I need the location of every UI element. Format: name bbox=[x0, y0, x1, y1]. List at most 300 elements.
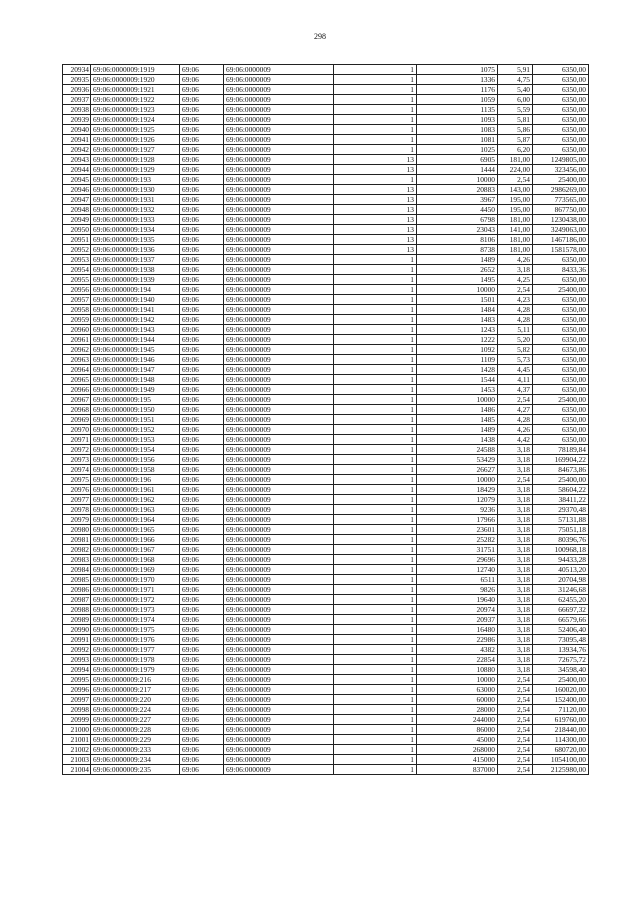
district-code-cell: 69:06 bbox=[180, 275, 224, 285]
cadastral-value-cell: 1249805,00 bbox=[533, 155, 589, 165]
group-cell: 1 bbox=[334, 715, 417, 725]
cadastral-number-cell: 69:06:0000009:195 bbox=[91, 395, 180, 405]
row-number-cell: 20974 bbox=[63, 465, 91, 475]
row-number-cell: 20965 bbox=[63, 375, 91, 385]
cadastral-number-cell: 69:06:0000009:1953 bbox=[91, 435, 180, 445]
specific-value-cell: 2,54 bbox=[498, 755, 533, 765]
quarter-number-cell: 69:06:0000009 bbox=[224, 405, 334, 415]
district-code-cell: 69:06 bbox=[180, 355, 224, 365]
cadastral-number-cell: 69:06:0000009:1939 bbox=[91, 275, 180, 285]
area-cell: 1092 bbox=[417, 345, 498, 355]
row-number-cell: 20987 bbox=[63, 595, 91, 605]
quarter-number-cell: 69:06:0000009 bbox=[224, 295, 334, 305]
area-cell: 1489 bbox=[417, 425, 498, 435]
quarter-number-cell: 69:06:0000009 bbox=[224, 505, 334, 515]
cadastral-value-cell: 25400,00 bbox=[533, 285, 589, 295]
district-code-cell: 69:06 bbox=[180, 755, 224, 765]
row-number-cell: 20970 bbox=[63, 425, 91, 435]
area-cell: 8106 bbox=[417, 235, 498, 245]
row-number-cell: 20942 bbox=[63, 145, 91, 155]
district-code-cell: 69:06 bbox=[180, 555, 224, 565]
specific-value-cell: 3,18 bbox=[498, 515, 533, 525]
table-row bbox=[63, 485, 589, 495]
group-cell: 1 bbox=[334, 705, 417, 715]
quarter-number-cell: 69:06:0000009 bbox=[224, 185, 334, 195]
specific-value-cell: 4,26 bbox=[498, 425, 533, 435]
area-cell: 10000 bbox=[417, 675, 498, 685]
table-row bbox=[63, 225, 589, 235]
cadastral-value-cell: 6350,00 bbox=[533, 65, 589, 75]
group-cell: 1 bbox=[334, 695, 417, 705]
row-number-cell: 20972 bbox=[63, 445, 91, 455]
row-number-cell: 20950 bbox=[63, 225, 91, 235]
area-cell: 1483 bbox=[417, 315, 498, 325]
group-cell: 1 bbox=[334, 305, 417, 315]
district-code-cell: 69:06 bbox=[180, 625, 224, 635]
specific-value-cell: 4,25 bbox=[498, 275, 533, 285]
area-cell: 10000 bbox=[417, 475, 498, 485]
area-cell: 6798 bbox=[417, 215, 498, 225]
area-cell: 22854 bbox=[417, 655, 498, 665]
table-row bbox=[63, 675, 589, 685]
row-number-cell: 20934 bbox=[63, 65, 91, 75]
area-cell: 23601 bbox=[417, 525, 498, 535]
cadastral-value-cell: 62455,20 bbox=[533, 595, 589, 605]
district-code-cell: 69:06 bbox=[180, 485, 224, 495]
district-code-cell: 69:06 bbox=[180, 235, 224, 245]
table-row bbox=[63, 175, 589, 185]
specific-value-cell: 141,00 bbox=[498, 225, 533, 235]
district-code-cell: 69:06 bbox=[180, 155, 224, 165]
quarter-number-cell: 69:06:0000009 bbox=[224, 315, 334, 325]
cadastral-number-cell: 69:06:0000009:228 bbox=[91, 725, 180, 735]
specific-value-cell: 2,54 bbox=[498, 725, 533, 735]
quarter-number-cell: 69:06:0000009 bbox=[224, 255, 334, 265]
cadastral-value-cell: 1581578,00 bbox=[533, 245, 589, 255]
specific-value-cell: 3,18 bbox=[498, 445, 533, 455]
cadastral-number-cell: 69:06:0000009:1940 bbox=[91, 295, 180, 305]
district-code-cell: 69:06 bbox=[180, 95, 224, 105]
cadastral-number-cell: 69:06:0000009:1929 bbox=[91, 165, 180, 175]
area-cell: 1025 bbox=[417, 145, 498, 155]
cadastral-number-cell: 69:06:0000009:1933 bbox=[91, 215, 180, 225]
quarter-number-cell: 69:06:0000009 bbox=[224, 585, 334, 595]
district-code-cell: 69:06 bbox=[180, 315, 224, 325]
cadastral-number-cell: 69:06:0000009:1934 bbox=[91, 225, 180, 235]
cadastral-number-cell: 69:06:0000009:220 bbox=[91, 695, 180, 705]
table-row bbox=[63, 435, 589, 445]
quarter-number-cell: 69:06:0000009 bbox=[224, 705, 334, 715]
quarter-number-cell: 69:06:0000009 bbox=[224, 475, 334, 485]
row-number-cell: 20935 bbox=[63, 75, 91, 85]
district-code-cell: 69:06 bbox=[180, 495, 224, 505]
cadastral-number-cell: 69:06:0000009:1947 bbox=[91, 365, 180, 375]
quarter-number-cell: 69:06:0000009 bbox=[224, 565, 334, 575]
district-code-cell: 69:06 bbox=[180, 705, 224, 715]
district-code-cell: 69:06 bbox=[180, 615, 224, 625]
district-code-cell: 69:06 bbox=[180, 685, 224, 695]
cadastral-number-cell: 69:06:0000009:1952 bbox=[91, 425, 180, 435]
area-cell: 10000 bbox=[417, 175, 498, 185]
table-row bbox=[63, 535, 589, 545]
cadastral-number-cell: 69:06:0000009:1931 bbox=[91, 195, 180, 205]
cadastral-number-cell: 69:06:0000009:1921 bbox=[91, 85, 180, 95]
group-cell: 1 bbox=[334, 645, 417, 655]
group-cell: 13 bbox=[334, 195, 417, 205]
cadastral-number-cell: 69:06:0000009:1978 bbox=[91, 655, 180, 665]
cadastral-number-cell: 69:06:0000009:1977 bbox=[91, 645, 180, 655]
quarter-number-cell: 69:06:0000009 bbox=[224, 435, 334, 445]
district-code-cell: 69:06 bbox=[180, 605, 224, 615]
cadastral-value-cell: 6350,00 bbox=[533, 295, 589, 305]
group-cell: 1 bbox=[334, 505, 417, 515]
quarter-number-cell: 69:06:0000009 bbox=[224, 235, 334, 245]
quarter-number-cell: 69:06:0000009 bbox=[224, 275, 334, 285]
quarter-number-cell: 69:06:0000009 bbox=[224, 725, 334, 735]
row-number-cell: 20962 bbox=[63, 345, 91, 355]
table-row bbox=[63, 85, 589, 95]
row-number-cell: 20943 bbox=[63, 155, 91, 165]
area-cell: 23043 bbox=[417, 225, 498, 235]
specific-value-cell: 4,27 bbox=[498, 405, 533, 415]
table-row bbox=[63, 395, 589, 405]
group-cell: 1 bbox=[334, 685, 417, 695]
cadastral-value-cell: 40513,20 bbox=[533, 565, 589, 575]
quarter-number-cell: 69:06:0000009 bbox=[224, 745, 334, 755]
specific-value-cell: 195,00 bbox=[498, 205, 533, 215]
group-cell: 1 bbox=[334, 415, 417, 425]
cadastral-value-cell: 6350,00 bbox=[533, 105, 589, 115]
quarter-number-cell: 69:06:0000009 bbox=[224, 365, 334, 375]
quarter-number-cell: 69:06:0000009 bbox=[224, 335, 334, 345]
cadastral-number-cell: 69:06:0000009:1961 bbox=[91, 485, 180, 495]
cadastral-value-cell: 160020,00 bbox=[533, 685, 589, 695]
district-code-cell: 69:06 bbox=[180, 395, 224, 405]
district-code-cell: 69:06 bbox=[180, 165, 224, 175]
area-cell: 1176 bbox=[417, 85, 498, 95]
cadastral-number-cell: 69:06:0000009:1958 bbox=[91, 465, 180, 475]
area-cell: 26627 bbox=[417, 465, 498, 475]
cadastral-value-cell: 72675,72 bbox=[533, 655, 589, 665]
area-cell: 1453 bbox=[417, 385, 498, 395]
district-code-cell: 69:06 bbox=[180, 535, 224, 545]
district-code-cell: 69:06 bbox=[180, 145, 224, 155]
cadastral-number-cell: 69:06:0000009:1962 bbox=[91, 495, 180, 505]
specific-value-cell: 4,28 bbox=[498, 305, 533, 315]
area-cell: 1485 bbox=[417, 415, 498, 425]
table-row bbox=[63, 665, 589, 675]
row-number-cell: 20988 bbox=[63, 605, 91, 615]
district-code-cell: 69:06 bbox=[180, 295, 224, 305]
cadastral-value-cell: 323456,00 bbox=[533, 165, 589, 175]
specific-value-cell: 143,00 bbox=[498, 185, 533, 195]
specific-value-cell: 2,54 bbox=[498, 705, 533, 715]
district-code-cell: 69:06 bbox=[180, 125, 224, 135]
quarter-number-cell: 69:06:0000009 bbox=[224, 605, 334, 615]
row-number-cell: 21001 bbox=[63, 735, 91, 745]
row-number-cell: 20984 bbox=[63, 565, 91, 575]
area-cell: 16480 bbox=[417, 625, 498, 635]
district-code-cell: 69:06 bbox=[180, 565, 224, 575]
table-body bbox=[63, 65, 589, 775]
table-row bbox=[63, 655, 589, 665]
group-cell: 1 bbox=[334, 745, 417, 755]
quarter-number-cell: 69:06:0000009 bbox=[224, 215, 334, 225]
quarter-number-cell: 69:06:0000009 bbox=[224, 675, 334, 685]
area-cell: 9826 bbox=[417, 585, 498, 595]
cadastral-number-cell: 69:06:0000009:1946 bbox=[91, 355, 180, 365]
district-code-cell: 69:06 bbox=[180, 505, 224, 515]
cadastral-value-table bbox=[62, 64, 589, 775]
group-cell: 1 bbox=[334, 385, 417, 395]
quarter-number-cell: 69:06:0000009 bbox=[224, 125, 334, 135]
area-cell: 31751 bbox=[417, 545, 498, 555]
cadastral-number-cell: 69:06:0000009:1966 bbox=[91, 535, 180, 545]
district-code-cell: 69:06 bbox=[180, 425, 224, 435]
group-cell: 1 bbox=[334, 675, 417, 685]
table-row bbox=[63, 115, 589, 125]
specific-value-cell: 3,18 bbox=[498, 485, 533, 495]
group-cell: 1 bbox=[334, 265, 417, 275]
cadastral-number-cell: 69:06:0000009:1945 bbox=[91, 345, 180, 355]
group-cell: 1 bbox=[334, 145, 417, 155]
area-cell: 12079 bbox=[417, 495, 498, 505]
quarter-number-cell: 69:06:0000009 bbox=[224, 415, 334, 425]
district-code-cell: 69:06 bbox=[180, 515, 224, 525]
quarter-number-cell: 69:06:0000009 bbox=[224, 245, 334, 255]
table-row bbox=[63, 415, 589, 425]
cadastral-value-cell: 57131,88 bbox=[533, 515, 589, 525]
row-number-cell: 20946 bbox=[63, 185, 91, 195]
cadastral-number-cell: 69:06:0000009:235 bbox=[91, 765, 180, 775]
cadastral-number-cell: 69:06:0000009:1954 bbox=[91, 445, 180, 455]
quarter-number-cell: 69:06:0000009 bbox=[224, 595, 334, 605]
group-cell: 1 bbox=[334, 615, 417, 625]
cadastral-number-cell: 69:06:0000009:1949 bbox=[91, 385, 180, 395]
group-cell: 1 bbox=[334, 75, 417, 85]
cadastral-value-cell: 29370,48 bbox=[533, 505, 589, 515]
specific-value-cell: 4,45 bbox=[498, 365, 533, 375]
row-number-cell: 20983 bbox=[63, 555, 91, 565]
cadastral-number-cell: 69:06:0000009:1920 bbox=[91, 75, 180, 85]
group-cell: 13 bbox=[334, 235, 417, 245]
table-row bbox=[63, 215, 589, 225]
specific-value-cell: 2,54 bbox=[498, 715, 533, 725]
quarter-number-cell: 69:06:0000009 bbox=[224, 165, 334, 175]
quarter-number-cell: 69:06:0000009 bbox=[224, 545, 334, 555]
specific-value-cell: 4,75 bbox=[498, 75, 533, 85]
row-number-cell: 20955 bbox=[63, 275, 91, 285]
table-row bbox=[63, 65, 589, 75]
table-row bbox=[63, 585, 589, 595]
area-cell: 1336 bbox=[417, 75, 498, 85]
row-number-cell: 20996 bbox=[63, 685, 91, 695]
district-code-cell: 69:06 bbox=[180, 675, 224, 685]
cadastral-value-cell: 6350,00 bbox=[533, 75, 589, 85]
group-cell: 1 bbox=[334, 565, 417, 575]
specific-value-cell: 3,18 bbox=[498, 635, 533, 645]
cadastral-number-cell: 69:06:0000009:194 bbox=[91, 285, 180, 295]
cadastral-number-cell: 69:06:0000009:1971 bbox=[91, 585, 180, 595]
quarter-number-cell: 69:06:0000009 bbox=[224, 425, 334, 435]
district-code-cell: 69:06 bbox=[180, 765, 224, 775]
cadastral-value-cell: 78189,84 bbox=[533, 445, 589, 455]
specific-value-cell: 181,00 bbox=[498, 155, 533, 165]
table-row bbox=[63, 705, 589, 715]
specific-value-cell: 3,18 bbox=[498, 535, 533, 545]
quarter-number-cell: 69:06:0000009 bbox=[224, 755, 334, 765]
district-code-cell: 69:06 bbox=[180, 665, 224, 675]
table-row bbox=[63, 625, 589, 635]
cadastral-value-cell: 84673,86 bbox=[533, 465, 589, 475]
cadastral-value-cell: 8433,36 bbox=[533, 265, 589, 275]
quarter-number-cell: 69:06:0000009 bbox=[224, 465, 334, 475]
cadastral-value-cell: 169904,22 bbox=[533, 455, 589, 465]
area-cell: 22986 bbox=[417, 635, 498, 645]
quarter-number-cell: 69:06:0000009 bbox=[224, 175, 334, 185]
group-cell: 1 bbox=[334, 65, 417, 75]
group-cell: 13 bbox=[334, 165, 417, 175]
row-number-cell: 20948 bbox=[63, 205, 91, 215]
cadastral-value-cell: 1054100,00 bbox=[533, 755, 589, 765]
group-cell: 13 bbox=[334, 155, 417, 165]
group-cell: 13 bbox=[334, 215, 417, 225]
group-cell: 1 bbox=[334, 595, 417, 605]
specific-value-cell: 2,54 bbox=[498, 395, 533, 405]
specific-value-cell: 5,87 bbox=[498, 135, 533, 145]
row-number-cell: 20973 bbox=[63, 455, 91, 465]
row-number-cell: 21004 bbox=[63, 765, 91, 775]
cadastral-number-cell: 69:06:0000009:1968 bbox=[91, 555, 180, 565]
area-cell: 1135 bbox=[417, 105, 498, 115]
quarter-number-cell: 69:06:0000009 bbox=[224, 395, 334, 405]
table-row bbox=[63, 455, 589, 465]
cadastral-value-cell: 3249063,00 bbox=[533, 225, 589, 235]
specific-value-cell: 3,18 bbox=[498, 545, 533, 555]
area-cell: 415000 bbox=[417, 755, 498, 765]
district-code-cell: 69:06 bbox=[180, 105, 224, 115]
quarter-number-cell: 69:06:0000009 bbox=[224, 115, 334, 125]
area-cell: 53429 bbox=[417, 455, 498, 465]
cadastral-value-cell: 619760,00 bbox=[533, 715, 589, 725]
area-cell: 12740 bbox=[417, 565, 498, 575]
specific-value-cell: 2,54 bbox=[498, 285, 533, 295]
table-row bbox=[63, 735, 589, 745]
specific-value-cell: 3,18 bbox=[498, 585, 533, 595]
cadastral-number-cell: 69:06:0000009:1975 bbox=[91, 625, 180, 635]
quarter-number-cell: 69:06:0000009 bbox=[224, 635, 334, 645]
group-cell: 1 bbox=[334, 435, 417, 445]
quarter-number-cell: 69:06:0000009 bbox=[224, 135, 334, 145]
cadastral-value-cell: 25400,00 bbox=[533, 175, 589, 185]
row-number-cell: 20937 bbox=[63, 95, 91, 105]
area-cell: 1501 bbox=[417, 295, 498, 305]
quarter-number-cell: 69:06:0000009 bbox=[224, 95, 334, 105]
group-cell: 1 bbox=[334, 125, 417, 135]
row-number-cell: 20997 bbox=[63, 695, 91, 705]
row-number-cell: 20999 bbox=[63, 715, 91, 725]
area-cell: 19640 bbox=[417, 595, 498, 605]
district-code-cell: 69:06 bbox=[180, 65, 224, 75]
cadastral-number-cell: 69:06:0000009:217 bbox=[91, 685, 180, 695]
cadastral-value-cell: 773565,00 bbox=[533, 195, 589, 205]
specific-value-cell: 181,00 bbox=[498, 245, 533, 255]
row-number-cell: 20947 bbox=[63, 195, 91, 205]
cadastral-value-cell: 66579,66 bbox=[533, 615, 589, 625]
district-code-cell: 69:06 bbox=[180, 725, 224, 735]
cadastral-number-cell: 69:06:0000009:234 bbox=[91, 755, 180, 765]
group-cell: 1 bbox=[334, 345, 417, 355]
cadastral-value-cell: 80396,76 bbox=[533, 535, 589, 545]
specific-value-cell: 5,82 bbox=[498, 345, 533, 355]
cadastral-number-cell: 69:06:0000009:1928 bbox=[91, 155, 180, 165]
table-row bbox=[63, 725, 589, 735]
row-number-cell: 20960 bbox=[63, 325, 91, 335]
table-row bbox=[63, 525, 589, 535]
row-number-cell: 20986 bbox=[63, 585, 91, 595]
district-code-cell: 69:06 bbox=[180, 225, 224, 235]
group-cell: 1 bbox=[334, 295, 417, 305]
specific-value-cell: 2,54 bbox=[498, 765, 533, 775]
area-cell: 2652 bbox=[417, 265, 498, 275]
district-code-cell: 69:06 bbox=[180, 115, 224, 125]
quarter-number-cell: 69:06:0000009 bbox=[224, 455, 334, 465]
cadastral-number-cell: 69:06:0000009:1964 bbox=[91, 515, 180, 525]
quarter-number-cell: 69:06:0000009 bbox=[224, 525, 334, 535]
area-cell: 1489 bbox=[417, 255, 498, 265]
group-cell: 1 bbox=[334, 315, 417, 325]
cadastral-number-cell: 69:06:0000009:1967 bbox=[91, 545, 180, 555]
row-number-cell: 20954 bbox=[63, 265, 91, 275]
table-row bbox=[63, 285, 589, 295]
district-code-cell: 69:06 bbox=[180, 255, 224, 265]
specific-value-cell: 4,42 bbox=[498, 435, 533, 445]
quarter-number-cell: 69:06:0000009 bbox=[224, 375, 334, 385]
table-row bbox=[63, 765, 589, 775]
quarter-number-cell: 69:06:0000009 bbox=[224, 265, 334, 275]
group-cell: 1 bbox=[334, 765, 417, 775]
specific-value-cell: 5,59 bbox=[498, 105, 533, 115]
cadastral-value-cell: 6350,00 bbox=[533, 95, 589, 105]
district-code-cell: 69:06 bbox=[180, 375, 224, 385]
district-code-cell: 69:06 bbox=[180, 285, 224, 295]
cadastral-value-cell: 13934,76 bbox=[533, 645, 589, 655]
specific-value-cell: 5,40 bbox=[498, 85, 533, 95]
row-number-cell: 20958 bbox=[63, 305, 91, 315]
row-number-cell: 20959 bbox=[63, 315, 91, 325]
specific-value-cell: 5,91 bbox=[498, 65, 533, 75]
cadastral-value-cell: 58604,22 bbox=[533, 485, 589, 495]
specific-value-cell: 4,23 bbox=[498, 295, 533, 305]
cadastral-number-cell: 69:06:0000009:216 bbox=[91, 675, 180, 685]
table-row bbox=[63, 245, 589, 255]
specific-value-cell: 224,00 bbox=[498, 165, 533, 175]
group-cell: 13 bbox=[334, 245, 417, 255]
cadastral-value-cell: 218440,00 bbox=[533, 725, 589, 735]
table-row bbox=[63, 505, 589, 515]
cadastral-value-cell: 34598,40 bbox=[533, 665, 589, 675]
cadastral-number-cell: 69:06:0000009:1951 bbox=[91, 415, 180, 425]
quarter-number-cell: 69:06:0000009 bbox=[224, 75, 334, 85]
cadastral-number-cell: 69:06:0000009:1923 bbox=[91, 105, 180, 115]
district-code-cell: 69:06 bbox=[180, 635, 224, 645]
group-cell: 1 bbox=[334, 105, 417, 115]
cadastral-value-cell: 66697,32 bbox=[533, 605, 589, 615]
district-code-cell: 69:06 bbox=[180, 175, 224, 185]
cadastral-value-cell: 20704,98 bbox=[533, 575, 589, 585]
group-cell: 13 bbox=[334, 225, 417, 235]
specific-value-cell: 6,00 bbox=[498, 95, 533, 105]
